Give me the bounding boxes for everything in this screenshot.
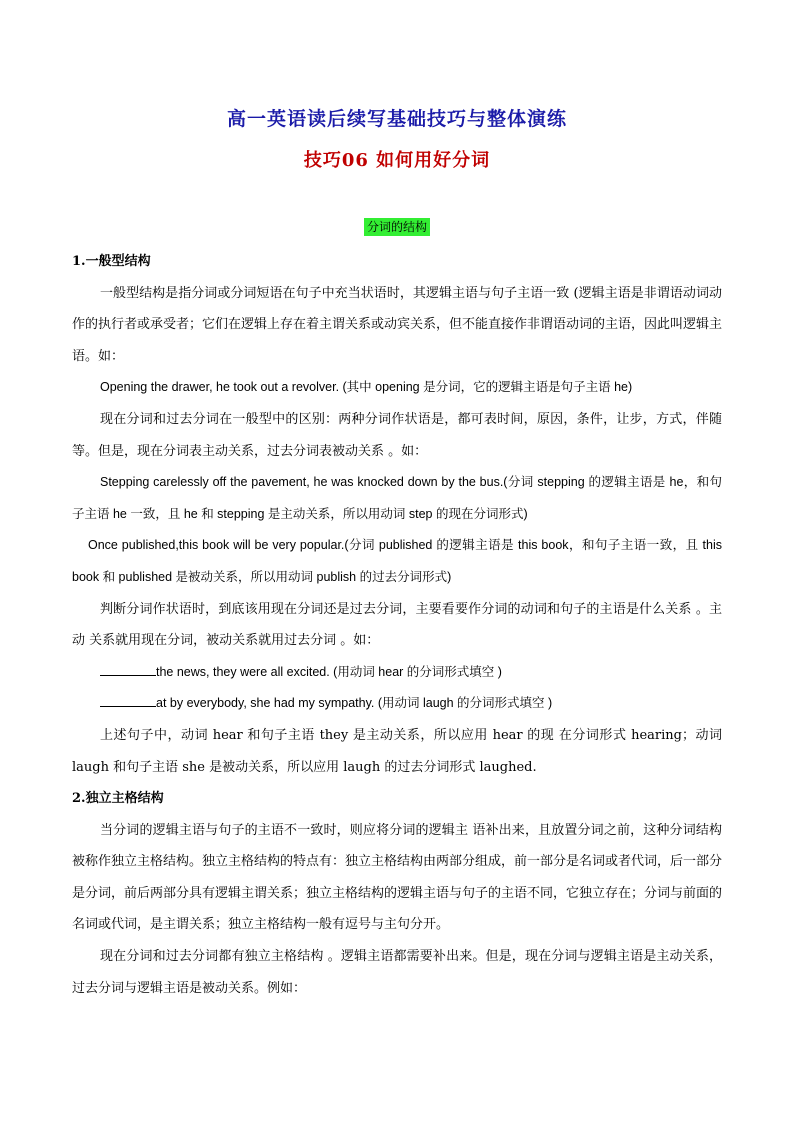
- heading-absolute-construction: 2.独立主格结构: [72, 791, 164, 807]
- fill-blank-2-text: at by everybody, she had my sympathy. (用动词 laugh 的分词形式填空 ): [156, 696, 553, 711]
- fill-blank-1-text: the news, they were all excited. (用动词 hear 的分词形式填空 ): [156, 664, 502, 679]
- example-2: Stepping carelessly off the pavement, he was knocked down by the bus.(分词 stepping 的逻辑主语是 he，和句子主语 he 一致，且 he 和 stepping 是主动关系，所以用动词 step 的现在分词形式): [72, 475, 722, 521]
- document-body: [72, 246, 722, 1004]
- paragraph-2: 现在分词和过去分词在一般型中的区别：两种分词作状语是，都可表时间，原因，条件，让步，方式，伴随等。但是，现在分词表主动关系，过去分词表被动关系 。如：: [72, 411, 722, 459]
- example-3: Once published,this book will be very popular.(分词 published 的逻辑主语是 this book，和句子主语一致，且 this book 和 published 是被动关系，所以用动词 publish 的过去分词形式): [72, 538, 722, 584]
- blank-line: [100, 662, 156, 676]
- paragraph-3: 判断分词作状语时，到底该用现在分词还是过去分词，主要看要作分词的动词和句子的主语是什么关系 。主动 关系就用现在分词，被动关系就用过去分词 。如：: [72, 601, 722, 649]
- paragraph-1: 一般型结构是指分词或分词短语在句子中充当状语时，其逻辑主语与句子主语一致 (逻辑主语是非谓语动词动作的执行者或承受者；它们在逻辑上存在着主谓关系或动宾关系，但不能直接作非谓语动词的主语，因此叫逻辑主语。如：: [72, 285, 723, 364]
- blank-line: [100, 693, 156, 707]
- fill-blank-2: [72, 688, 722, 720]
- paragraph-6: 现在分词和过去分词都有独立主格结构 。逻辑主语都需要补出来。但是，现在分词与逻辑主语是主动关系，过去分词与逻辑主语是被动关系。例如：: [72, 949, 722, 996]
- section-label-wrap: [0, 218, 794, 236]
- document-subtitle: 技巧06 如何用好分词: [303, 150, 491, 171]
- section-label: 分词的结构: [364, 218, 430, 236]
- document-title: 高一英语读后续写基础技巧与整体演练: [226, 108, 567, 130]
- fill-blank-1: [72, 657, 722, 689]
- paragraph-4: 上述句子中，动词 hear 和句子主语 they 是主动关系，所以应用 hear 的现 在分词形式 hearing；动词 laugh 和句子主语 she 是被动关系，所以应用 laugh 的过去分词形式 laughed.: [72, 727, 722, 775]
- paragraph-5: 当分词的逻辑主语与句子的主语不一致时，则应将分词的逻辑主 语补出来，且放置分词之前，这种分词结构被称作独立主格结构。独立主格结构的特点有：独立主格结构由两部分组成，前一部分是名词或者代词，后一部分是分词，前后两部分具有逻辑主谓关系；独立主格结构的逻辑主语与句子的主语不同，它独立存在；分词与前面的名词或代词，是主谓关系；独立主格结构一般有逗号与主句分开。: [72, 822, 723, 933]
- example-1: Opening the drawer, he took out a revolver. (其中 opening 是分词，它的逻辑主语是句子主语 he): [100, 380, 633, 395]
- heading-general-structure: 1.一般型结构: [72, 254, 151, 269]
